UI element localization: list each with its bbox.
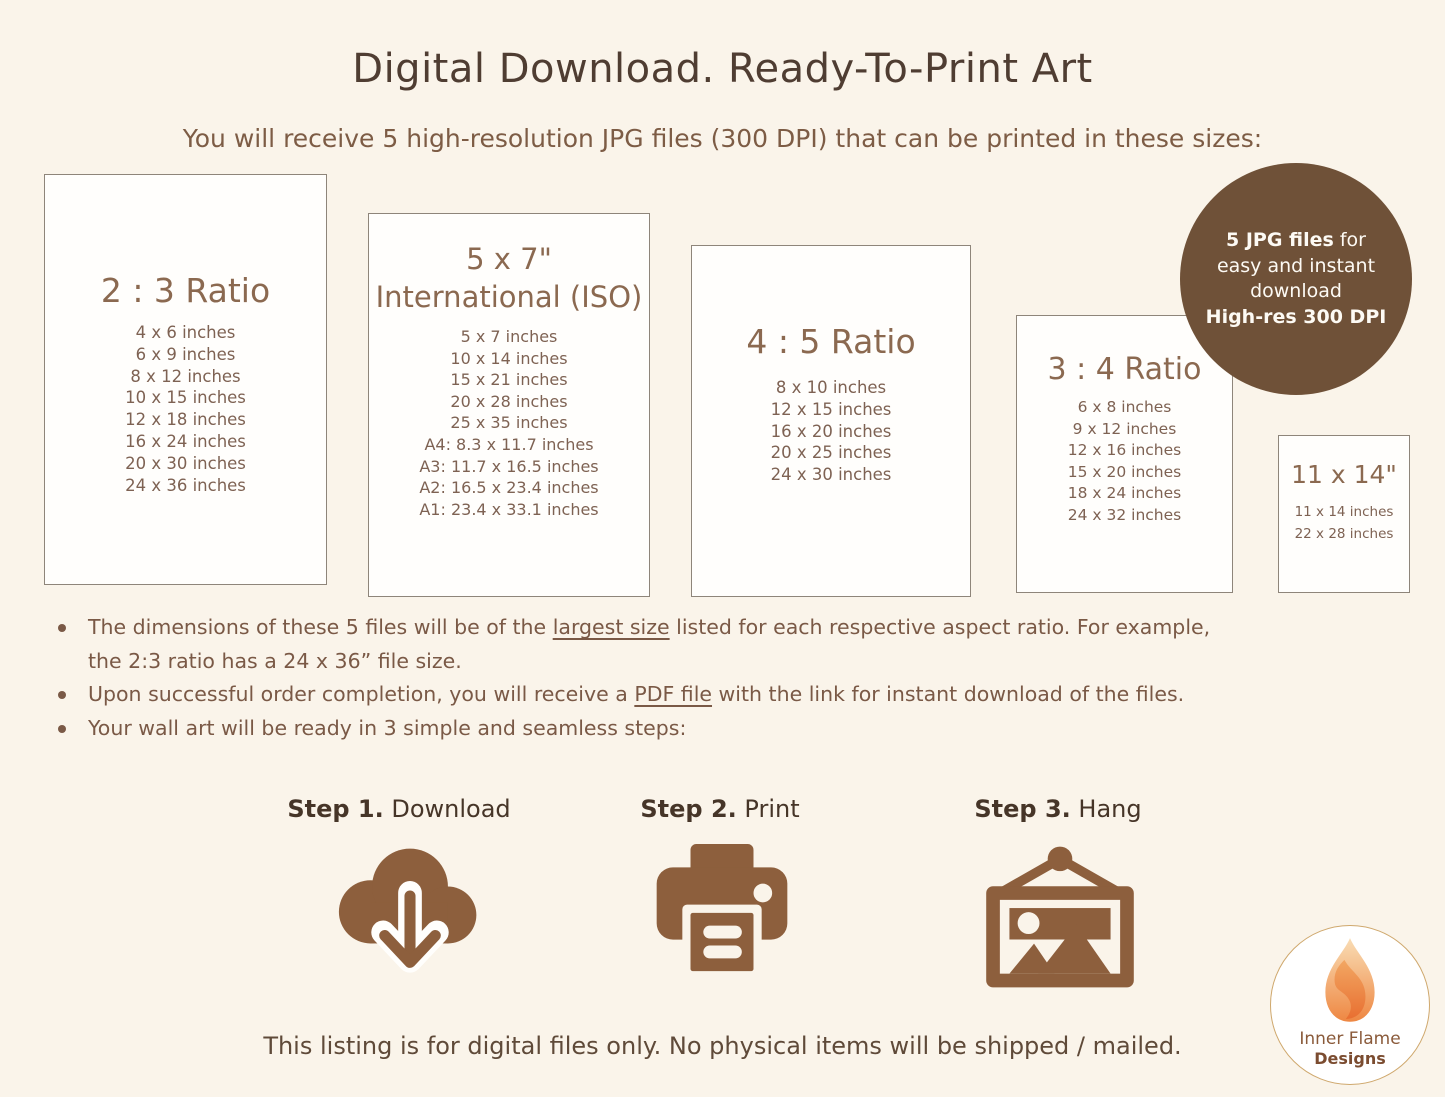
size-list (692, 377, 970, 486)
size-list (369, 326, 649, 520)
bullet-segment: listed for each respective aspect ratio. For example, (669, 615, 1211, 639)
size-box-title: 2 : 3 Ratio (100, 271, 271, 310)
printer-icon (652, 841, 792, 973)
size-item: A1: 23.4 x 33.1 inches (419, 499, 599, 519)
size-item: 12 x 15 inches (770, 399, 892, 419)
size-list (1017, 397, 1232, 526)
size-item: 24 x 32 inches (1067, 505, 1182, 524)
size-item: 25 x 35 inches (450, 413, 568, 433)
page-subtitle: You will receive 5 high-resolution JPG files (300 DPI) that can be printed in these sizes: (182, 124, 1263, 153)
bullet-dot (58, 691, 66, 699)
size-item: A4: 8.3 x 11.7 inches (424, 434, 594, 454)
size-box-title: 5 x 7" International (ISO) (375, 242, 643, 314)
badge-regular: easy and instant (1216, 254, 1376, 277)
size-item: 8 x 10 inches (775, 378, 887, 397)
size-box-5x7-iso (368, 213, 650, 597)
size-item: 6 x 9 inches (135, 344, 236, 364)
step-number: Step 2. (640, 795, 737, 823)
bullet-segment: Upon successful order completion, you will receive a (88, 682, 635, 706)
page-title: Digital Download. Ready-To-Print Art (352, 46, 1093, 92)
size-list (45, 322, 326, 496)
bullet-segment: Your wall art will be ready in 3 simple and seamless steps: (88, 715, 687, 740)
bullet-text (88, 611, 1210, 678)
badge-bold: High-res 300 DPI (1205, 305, 1387, 328)
size-item: 5 x 7 inches (460, 327, 558, 346)
badge-bold: 5 JPG files (1225, 229, 1334, 251)
bullet-segment: with the link for instant download of the files. (712, 682, 1185, 706)
size-item: 24 x 30 inches (770, 465, 892, 485)
size-item: 15 x 21 inches (450, 370, 568, 390)
badge-regular: download (1250, 280, 1342, 302)
size-item: 20 x 30 inches (125, 453, 246, 473)
bullet-dot (58, 624, 66, 632)
size-item: 4 x 6 inches (135, 323, 236, 342)
size-item: 20 x 25 inches (770, 443, 892, 463)
size-box-2-3-ratio (44, 174, 327, 585)
bullet-segment: The dimensions of these 5 files will be of the (88, 615, 553, 639)
size-item: 24 x 36 inches (125, 475, 246, 495)
step-3-label (974, 795, 1141, 823)
step-2-label (640, 795, 799, 823)
bullet-item (56, 712, 1404, 746)
size-item: 22 x 28 inches (1294, 526, 1394, 542)
size-box-11x14 (1278, 435, 1410, 593)
size-item: A3: 11.7 x 16.5 inches (419, 456, 599, 476)
jpg-files-badge (1180, 163, 1412, 395)
bullet-underlined: largest size (552, 615, 670, 639)
size-item: 12 x 16 inches (1067, 441, 1182, 459)
size-item: 16 x 20 inches (770, 421, 892, 441)
brand-logo (1270, 925, 1430, 1085)
size-item: 6 x 8 inches (1077, 398, 1172, 416)
size-item: 15 x 20 inches (1067, 462, 1182, 481)
flame-logo-icon (1309, 936, 1391, 1026)
brand-name: Inner Flame (1299, 1029, 1401, 1049)
step-number: Step 1. (287, 795, 384, 823)
size-box-3-4-ratio (1016, 315, 1233, 593)
bullet-item (56, 678, 1404, 712)
size-item: 10 x 14 inches (450, 348, 568, 368)
size-item: 11 x 14 inches (1294, 504, 1394, 520)
badge-regular: for (1333, 229, 1366, 251)
size-item: 18 x 24 inches (1067, 484, 1182, 502)
badge-text (1206, 228, 1387, 330)
size-item: A2: 16.5 x 23.4 inches (419, 478, 599, 498)
step-action: Download (383, 795, 511, 823)
size-item: 12 x 18 inches (125, 410, 246, 430)
bullet-text (88, 678, 1184, 712)
size-item: 8 x 12 inches (130, 366, 241, 386)
bullet-item (56, 611, 1404, 678)
bullet-underlined: PDF file (634, 682, 713, 706)
size-item: 20 x 28 inches (450, 391, 568, 411)
info-bullets (56, 611, 1404, 745)
footer-disclaimer: This listing is for digital files only. No physical items will be shipped / mailed. (263, 1032, 1182, 1060)
size-box-title: 4 : 5 Ratio (746, 322, 916, 361)
size-box-4-5-ratio (691, 245, 971, 597)
size-box-title: 11 x 14" (1291, 460, 1397, 489)
size-item: 9 x 12 inches (1072, 419, 1177, 438)
size-box-title: 3 : 4 Ratio (1047, 352, 1202, 387)
step-action: Hang (1070, 795, 1142, 823)
bullet-segment: the 2:3 ratio has a 24 x 36” file size. (88, 648, 462, 673)
cloud-download-icon (330, 836, 490, 994)
step-1-label (287, 795, 510, 823)
bullet-text (88, 712, 686, 746)
step-action: Print (736, 795, 800, 823)
step-number: Step 3. (974, 795, 1071, 823)
size-item: 16 x 24 inches (125, 431, 246, 451)
bullet-dot (58, 725, 66, 733)
brand-name-sub: Designs (1314, 1049, 1386, 1068)
size-item: 10 x 15 inches (125, 388, 246, 408)
picture-frame-icon (978, 845, 1142, 993)
size-list (1279, 501, 1409, 545)
